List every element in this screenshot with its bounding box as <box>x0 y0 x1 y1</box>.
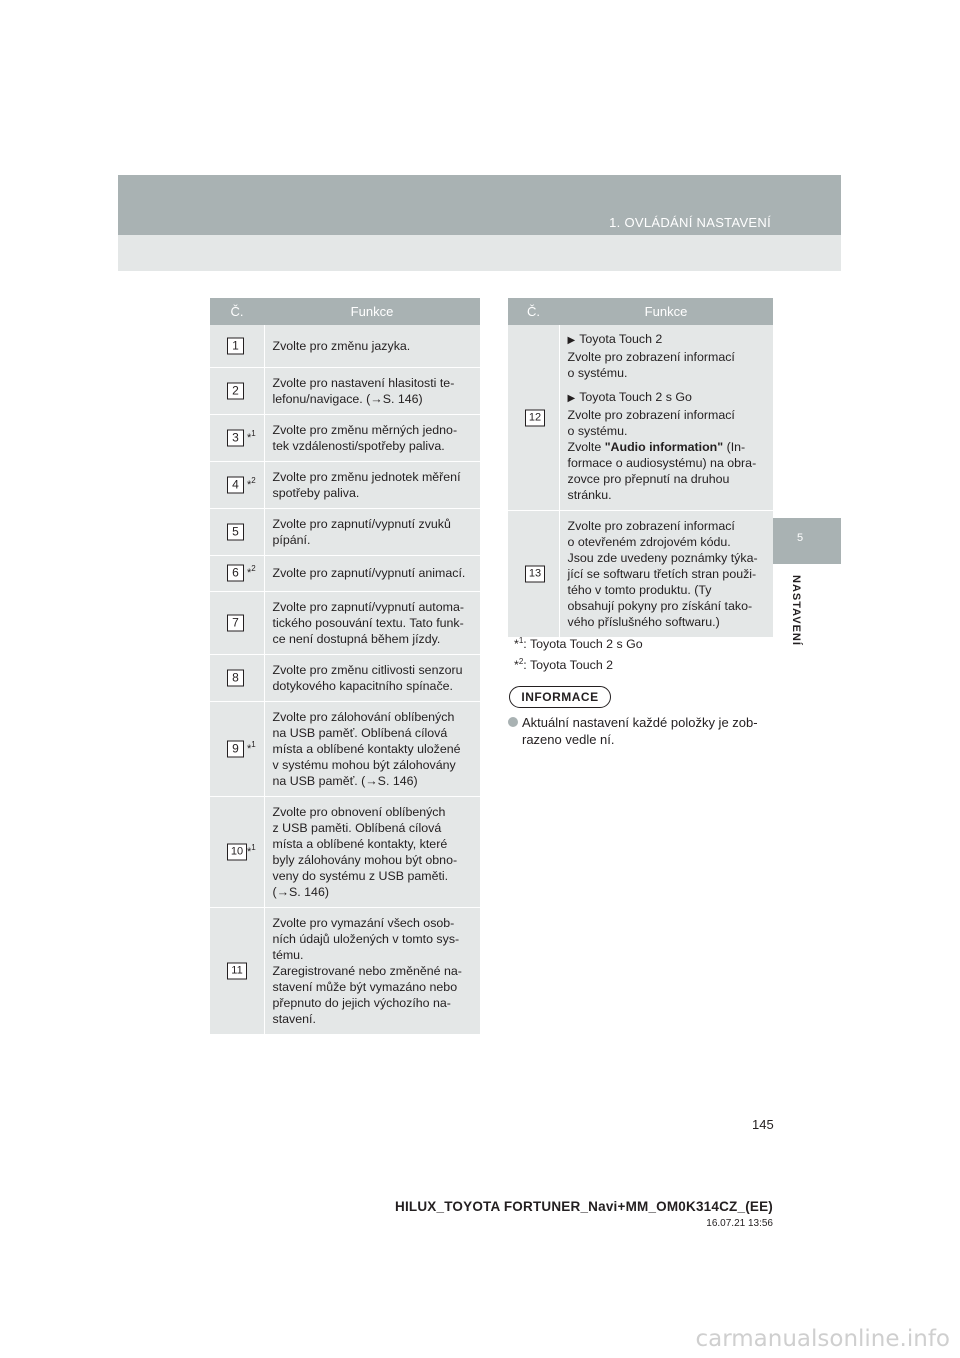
footnote-ref: *$^1$ <box>247 739 256 755</box>
footnote-mark: * <box>514 637 519 652</box>
row-number-box: 9 <box>227 740 244 757</box>
row-number-box: 3 <box>227 429 244 446</box>
footnote-number: 1 <box>518 636 524 645</box>
table-row <box>210 325 480 367</box>
footnote-mark: * <box>514 658 519 673</box>
audio-information-label: "Audio information" <box>604 440 724 454</box>
functions-table-left <box>210 298 480 1035</box>
table-row <box>210 367 480 414</box>
table-row <box>210 701 480 796</box>
row-number-cell <box>210 654 264 701</box>
row-number-box: 11 <box>227 962 247 979</box>
text-fragment: Zvolte <box>567 440 605 454</box>
row-number-box: 4 <box>227 476 244 493</box>
row-function-cell: Zvolte pro vymazání všech osob- ních údajů uložených v tomto sys- tému. Zaregistrované nebo změněné na- stavení může být vymazáno nebo přepnuto do jejich výchozího na- stavení. <box>264 907 480 1034</box>
row-number-cell <box>508 511 559 638</box>
row-function-cell: Zvolte pro nastavení hlasitosti te- lefonu/navigace. (→S. 146) <box>264 367 480 414</box>
row-number-cell <box>210 461 264 508</box>
table-row <box>210 654 480 701</box>
footnotes <box>514 632 643 674</box>
header-band <box>118 175 841 235</box>
row-number-cell <box>210 508 264 555</box>
document-date: 16.07.21 13:56 <box>706 1218 773 1229</box>
table-row <box>508 511 773 638</box>
footnote-ref-number: 2 <box>251 564 256 574</box>
watermark: carmanualsonline.info <box>695 1326 950 1352</box>
row-function-cell: Zvolte pro změnu jednotek měření spotřeby paliva. <box>264 461 480 508</box>
footnote-ref: *$^2$ <box>247 564 256 579</box>
page-number: 145 <box>752 1117 774 1132</box>
subsection-title: Toyota Touch 2 s Go <box>579 390 692 404</box>
col-header-function: Funkce <box>264 298 480 325</box>
subsection-title: Toyota Touch 2 <box>579 332 663 346</box>
footnote-number: 2 <box>518 657 524 667</box>
row-number-box: 6 <box>227 565 244 582</box>
row-function-cell: Zvolte pro změnu měrných jedno- tek vzdálenosti/spotřeby paliva. <box>264 414 480 461</box>
row-function-cell: Zvolte pro zapnutí/vypnutí zvuků pípání. <box>264 508 480 555</box>
table-row <box>210 591 480 654</box>
text-fragment: (In- formace o audiosystému) na obra- zovce pro přepnutí na druhou stránku. <box>567 440 757 502</box>
row-number-cell <box>210 555 264 591</box>
table-row <box>508 325 773 511</box>
triangle-arrow-icon: ▶ <box>567 393 576 404</box>
triangle-arrow-icon: ▶ <box>567 335 576 346</box>
row-number-cell <box>210 367 264 414</box>
row-number-cell <box>508 325 559 511</box>
row-number-box: 10 <box>227 843 247 860</box>
row-function-cell: Zvolte pro zobrazení informací o otevřeném zdrojovém kódu. Jsou zde uvedeny poznámky týka- jící se softwaru třetích stran použi- tého v tomto produktu. (Ty obsahují pokyny pro získání tako- vého příslušného softwaru.) <box>559 511 773 638</box>
table-row <box>210 414 480 461</box>
chapter-tab <box>773 518 841 564</box>
footnote-ref: *$^1$ <box>247 428 256 444</box>
chapter-label: NASTAVENÍ <box>790 575 802 646</box>
col-header-number: Č. <box>508 298 559 325</box>
row-number-cell <box>210 325 264 367</box>
row-function-cell: Zvolte pro změnu citlivosti senzoru dotykového kapacitního spínače. <box>264 654 480 701</box>
col-header-number: Č. <box>210 298 264 325</box>
row-number-box: 7 <box>227 614 244 631</box>
row-number-cell <box>210 701 264 796</box>
row-number-cell <box>210 907 264 1034</box>
footnote-ref-number: 1 <box>251 739 256 749</box>
row-number-box: 12 <box>525 409 545 426</box>
row-number-cell <box>210 796 264 907</box>
row-function-cell: Zvolte pro obnovení oblíbených z USB paměti. Oblíbená cílová místa a oblíbené kontakty, které byly zálohovány mohou být obno- veny do systému z USB paměti. (→S. 146) <box>264 796 480 907</box>
row-function-cell: Zvolte pro zálohování oblíbených na USB paměť. Oblíbená cílová místa a oblíbené kontakty uložené v systému mohou být zálohovány na USB paměť. (→S. 146) <box>264 701 480 796</box>
document-code: HILUX_TOYOTA FORTUNER_Navi+MM_OM0K314CZ_(EE) <box>395 1199 773 1214</box>
table-row <box>210 508 480 555</box>
bullet-dot-icon <box>508 717 518 727</box>
info-text: Aktuální nastavení každé položky je zob- razeno vedle ní. <box>522 715 758 747</box>
footnote-ref-number: 1 <box>251 428 256 438</box>
footnote-ref-number: 1 <box>251 842 256 852</box>
row-function-cell <box>559 325 773 511</box>
table-row <box>210 461 480 508</box>
col-header-function: Funkce <box>559 298 773 325</box>
table-row <box>210 555 480 591</box>
footnote-1 <box>514 632 643 653</box>
row-function-cell: Zvolte pro změnu jazyka. <box>264 325 480 367</box>
chapter-number: 5 <box>797 532 804 544</box>
row-number-box: 8 <box>227 669 244 686</box>
table-row <box>210 907 480 1034</box>
section-title: 1. OVLÁDÁNÍ NASTAVENÍ <box>609 215 771 230</box>
functions-table-right <box>508 298 773 638</box>
row-function-cell: Zvolte pro zapnutí/vypnutí automa- tického posouvání textu. Tato funk- ce není dostupná během jízdy. <box>264 591 480 654</box>
footnote-2 <box>514 653 643 674</box>
subsection-text: Zvolte pro zobrazení informací o systému. <box>567 408 735 438</box>
row-number-box: 2 <box>227 382 244 399</box>
footnote-ref: *$^1$ <box>247 842 256 858</box>
footnote-text: : Toyota Touch 2 s Go <box>523 637 643 652</box>
header-sub-band <box>118 235 841 271</box>
info-badge: INFORMACE <box>509 686 611 708</box>
row-function-cell: Zvolte pro zapnutí/vypnutí animací. <box>264 555 480 591</box>
row-number-box: 13 <box>525 566 545 583</box>
row-number-cell <box>210 414 264 461</box>
table-row <box>210 796 480 907</box>
row-number-cell <box>210 591 264 654</box>
footnote-ref: *$^2$ <box>247 475 256 491</box>
info-item <box>507 714 773 748</box>
row-number-box: 5 <box>227 523 244 540</box>
row-number-box: 1 <box>227 337 244 354</box>
footnote-text: : Toyota Touch 2 <box>523 658 614 673</box>
footnote-ref-number: 2 <box>251 475 256 485</box>
subsection-text: Zvolte pro zobrazení informací o systému. <box>567 350 735 380</box>
